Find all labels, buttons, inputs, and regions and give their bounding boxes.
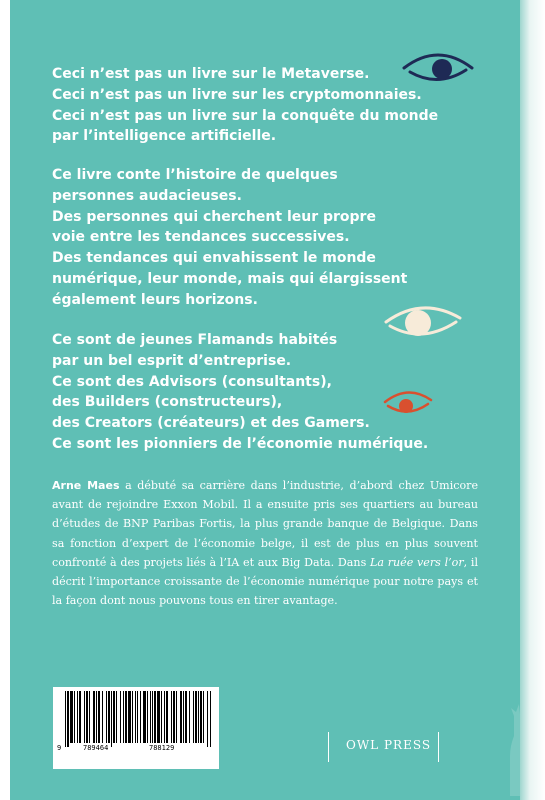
barcode-digits-right: 788129: [149, 744, 175, 752]
pioneers-line: par un bel esprit d’entreprise.: [52, 352, 292, 369]
isbn-barcode: [53, 687, 219, 769]
book-title: La ruée vers l’or: [370, 555, 464, 569]
pioneers-line: des Builders (constructeurs),: [52, 394, 283, 411]
story-line: également leurs horizons.: [52, 291, 258, 308]
pioneers-line: Ce sont de jeunes Flamands habités: [52, 332, 338, 348]
tagline-line: Ceci n’est pas un livre sur les cryptomonnaies.: [52, 86, 422, 103]
author-bio: [52, 476, 478, 610]
tagline-line: Ceci n’est pas un livre sur le Metaverse.: [52, 66, 370, 82]
publisher-name: OWL PRESS: [346, 738, 432, 752]
story-line: Des tendances qui envahissent le monde: [52, 250, 376, 267]
story-paragraph: [52, 165, 477, 311]
page-edge: [520, 0, 545, 800]
story-line: numérique, leur monde, mais qui élargissent: [52, 270, 408, 287]
barcode-digits-left: 789464: [83, 744, 109, 752]
barcode-digit-first: 9: [57, 744, 62, 752]
story-line: Ce livre conte l’histoire de quelques: [52, 167, 338, 183]
author-name: Arne Maes: [52, 479, 120, 492]
story-line: voie entre les tendances successives.: [52, 229, 350, 246]
tagline-line: par l’intelligence artificielle.: [52, 128, 277, 145]
tagline-line: Ceci n’est pas un livre sur la conquête du monde: [52, 107, 439, 124]
story-line: Des personnes qui cherchent leur propre: [52, 208, 376, 225]
pioneers-line: des Creators (créateurs) et des Gamers.: [52, 415, 370, 432]
owl-logo-icon: [508, 686, 520, 796]
publisher-rule-left: [328, 732, 329, 762]
eye-icon-red: [382, 388, 434, 420]
pioneers-line: Ce sont des Advisors (consultants),: [52, 373, 332, 390]
bio-text: a débuté sa carrière dans l’industrie, d’abord chez Umicore avant de rejoindre Exxon Mobil. Il a ensuite pris ses quartiers au bureau d’études de BNP Paribas Fortis, la plus grande banque de Belgique. Dans sa fonction d’expert de l’économie belge, il est de plus en plus souvent confronté à des projets liés à l’IA et aux Big Data. Dans: [52, 479, 479, 569]
bio-text: , il décrit l’importance croissante de l’économie numérique pour notre pays et la façon dont nous pouvons tous en tirer avantage.: [52, 555, 478, 608]
tagline-paragraph: [52, 64, 477, 147]
publisher-rule-right: [438, 732, 439, 762]
barcode-bars: [53, 687, 219, 747]
story-line: personnes audacieuses.: [52, 187, 242, 204]
book-back-cover: [10, 0, 520, 800]
pioneers-line: Ce sont les pionniers de l’économie numérique.: [52, 435, 429, 452]
